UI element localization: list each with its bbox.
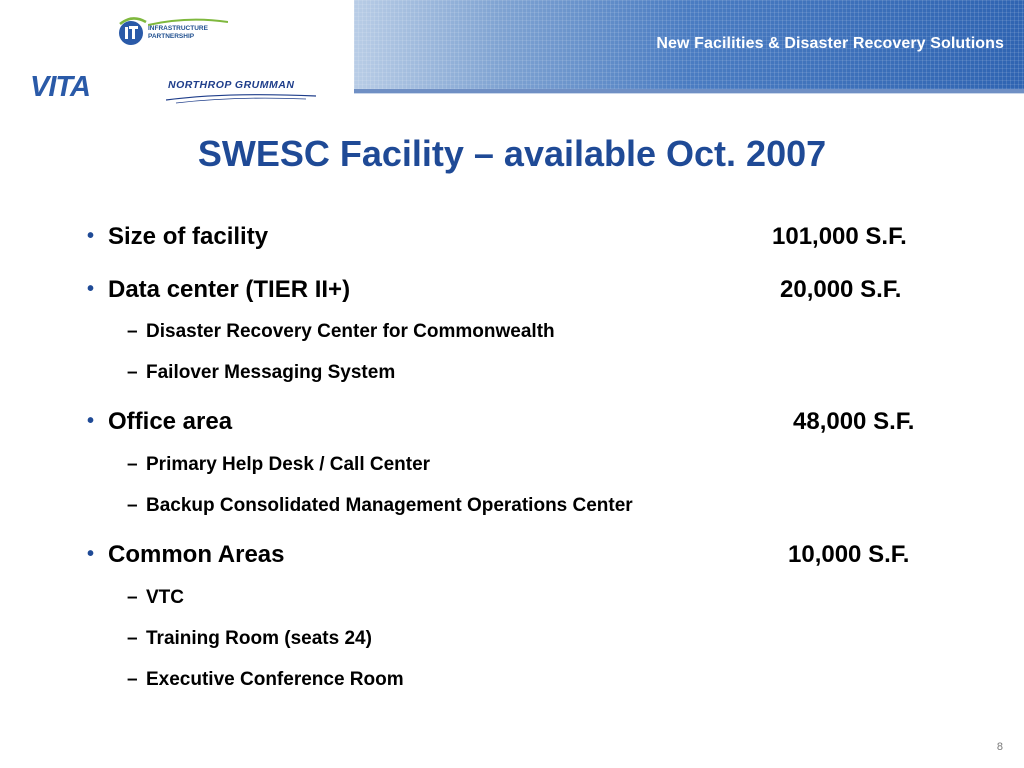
bullet-label: Office area — [108, 408, 233, 435]
vita-logo — [30, 71, 104, 103]
infrastructure-partnership-logo — [118, 16, 228, 50]
sub-dash: – — [127, 454, 138, 475]
northrop-grumman-logo — [166, 76, 316, 106]
sub-label: Training Room (seats 24) — [146, 628, 372, 649]
sub-label: Disaster Recovery Center for Commonwealth — [146, 321, 555, 342]
northrop-swoosh-icon — [166, 90, 316, 104]
header-rule-thin — [354, 93, 1024, 94]
bullet-value: 20,000 S.F. — [780, 276, 902, 303]
sub-dash: – — [127, 495, 138, 516]
page-number: 8 — [996, 741, 1003, 753]
sub-label: Failover Messaging System — [146, 362, 396, 383]
it-logo-icon — [118, 16, 148, 50]
sub-dash: – — [127, 628, 138, 649]
vita-logo-text: VITA — [30, 71, 90, 103]
itp-swoosh-icon — [148, 18, 228, 26]
bullet-label: Common Areas — [108, 541, 285, 568]
bullet-dot: • — [87, 225, 95, 247]
itp-logo-text: INFRASTRUCTURE PARTNERSHIP — [148, 25, 208, 40]
bullet-dot: • — [87, 410, 95, 432]
sub-label: Primary Help Desk / Call Center — [146, 454, 431, 475]
header-banner — [354, 0, 1024, 89]
sub-dash: – — [127, 669, 138, 690]
bullet-dot: • — [87, 543, 95, 565]
bullet-value: 101,000 S.F. — [772, 223, 907, 250]
bullet-label: Data center (TIER II+) — [108, 276, 351, 303]
banner-title: New Facilities & Disaster Recovery Solutions — [656, 35, 1004, 52]
bullet-dot: • — [87, 278, 95, 300]
sub-dash: – — [127, 587, 138, 608]
bullet-label: Size of facility — [108, 223, 269, 250]
bullet-value: 10,000 S.F. — [788, 541, 910, 568]
sub-dash: – — [127, 321, 138, 342]
sub-label: Backup Consolidated Management Operations Center — [146, 495, 633, 516]
northrop-logo-text: NORTHROP GRUMMAN — [168, 79, 295, 91]
bullet-value: 48,000 S.F. — [793, 408, 915, 435]
sub-label: VTC — [146, 587, 184, 608]
sub-dash: – — [127, 362, 138, 383]
sub-label: Executive Conference Room — [146, 669, 404, 690]
slide-title: SWESC Facility – available Oct. 2007 — [197, 133, 827, 174]
